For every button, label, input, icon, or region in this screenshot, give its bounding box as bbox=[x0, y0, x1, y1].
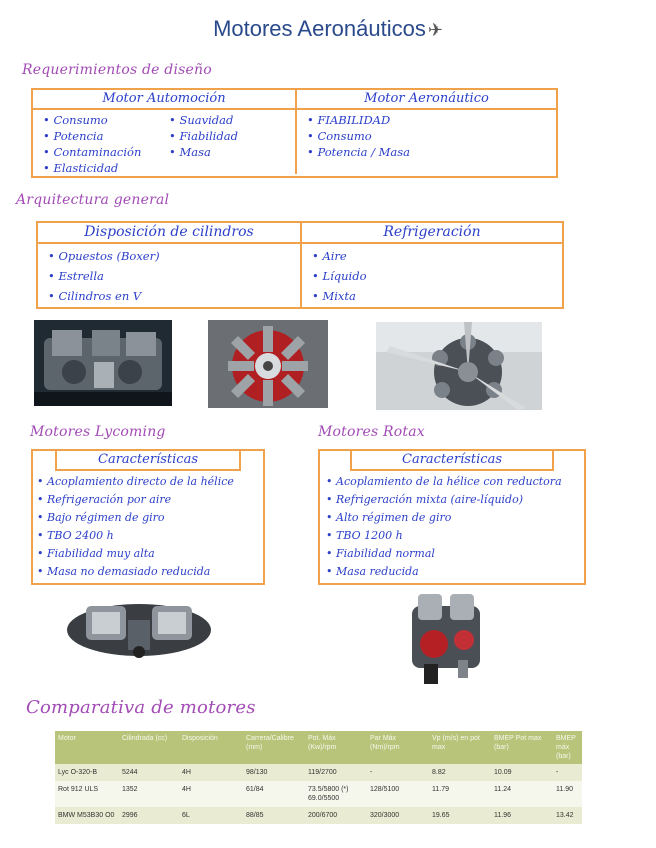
list-item: • Estrella bbox=[48, 266, 294, 286]
cooling-col bbox=[300, 244, 562, 308]
table-cell: 200/6700 bbox=[305, 807, 367, 824]
airplane-icon: ✈ bbox=[427, 20, 443, 40]
table-cell: 4H bbox=[179, 781, 243, 807]
list-item: • Mixta bbox=[312, 286, 556, 306]
rotax-box bbox=[318, 449, 586, 585]
table-cell: 6L bbox=[179, 807, 243, 824]
list-item: • Bajo régimen de giro bbox=[37, 509, 259, 527]
page-title bbox=[0, 16, 656, 42]
table-cell: Lyc O-320-B bbox=[55, 764, 119, 781]
list-item: • Elasticidad bbox=[43, 160, 169, 176]
architecture-heading: Arquitectura general bbox=[16, 192, 170, 208]
requirements-heading: Requerimientos de diseño bbox=[22, 62, 212, 78]
cylinders-header: Disposición de cilindros bbox=[84, 224, 254, 240]
table-cell: 119/2700 bbox=[305, 764, 367, 781]
list-item: • Refrigeración mixta (aire-líquido) bbox=[326, 491, 580, 509]
list-item: • Potencia / Masa bbox=[307, 144, 550, 160]
automotive-header: Motor Automoción bbox=[102, 91, 226, 106]
table-header: Carrera/Calibre (mm) bbox=[243, 731, 305, 764]
aero-list bbox=[297, 110, 556, 162]
table-header-row bbox=[55, 731, 582, 764]
list-item: • Masa no demasiado reducida bbox=[37, 563, 259, 581]
cylinders-col bbox=[38, 244, 300, 308]
table-cell: 320/3000 bbox=[367, 807, 429, 824]
list-item: • Opuestos (Boxer) bbox=[48, 246, 294, 266]
table-cell: 19.65 bbox=[429, 807, 491, 824]
radial-engine-photo bbox=[208, 320, 328, 408]
table-cell: 11.90 bbox=[553, 781, 582, 807]
table-cell: 1352 bbox=[119, 781, 179, 807]
list-item: • FIABILIDAD bbox=[307, 112, 550, 128]
table-cell: 4H bbox=[179, 764, 243, 781]
table-header: Motor bbox=[55, 731, 119, 764]
rotax-engine-photo bbox=[404, 588, 488, 688]
list-item: • Aire bbox=[312, 246, 556, 266]
lycoming-list bbox=[33, 471, 263, 583]
table-cell: - bbox=[553, 764, 582, 781]
lycoming-heading: Motores Lycoming bbox=[30, 424, 166, 440]
table-cell: 11.24 bbox=[491, 781, 553, 807]
cylinders-list bbox=[38, 244, 300, 308]
comparison-table bbox=[55, 731, 582, 824]
list-item: • Cilindros en V bbox=[48, 286, 294, 306]
table-header: Cilindrada (cc) bbox=[119, 731, 179, 764]
table-cell: Rot 912 ULS bbox=[55, 781, 119, 807]
table-header: Disposición bbox=[179, 731, 243, 764]
lycoming-engine-photo bbox=[64, 596, 214, 660]
lycoming-box bbox=[31, 449, 265, 585]
table-row bbox=[55, 764, 582, 781]
comparison-heading: Comparativa de motores bbox=[26, 697, 256, 718]
automotive-list-b bbox=[169, 112, 295, 176]
list-item: • Suavidad bbox=[169, 112, 295, 128]
requirements-box bbox=[31, 88, 558, 178]
table-cell: 88/85 bbox=[243, 807, 305, 824]
list-item: • Fiabilidad bbox=[169, 128, 295, 144]
rotax-list bbox=[320, 471, 584, 583]
list-item: • Fiabilidad normal bbox=[326, 545, 580, 563]
list-item: • Consumo bbox=[43, 112, 169, 128]
aero-col bbox=[295, 110, 556, 174]
architecture-box bbox=[36, 221, 564, 309]
table-cell: 11.79 bbox=[429, 781, 491, 807]
list-item: • Contaminación bbox=[43, 144, 169, 160]
list-item: • Masa bbox=[169, 144, 295, 160]
list-item: • Consumo bbox=[307, 128, 550, 144]
table-header: BMEP Pot max (bar) bbox=[491, 731, 553, 764]
table-header: BMEP máx (bar) bbox=[553, 731, 582, 764]
rotax-heading: Motores Rotax bbox=[318, 424, 425, 440]
table-cell: 73.5/5800 (*) 69.0/5500 bbox=[305, 781, 367, 807]
table-cell: 11.96 bbox=[491, 807, 553, 824]
list-item: • Masa reducida bbox=[326, 563, 580, 581]
boxer-engine-photo bbox=[34, 320, 172, 406]
list-item: • Potencia bbox=[43, 128, 169, 144]
propeller-engine-photo bbox=[376, 322, 542, 410]
list-item: • Refrigeración por aire bbox=[37, 491, 259, 509]
list-item: • TBO 1200 h bbox=[326, 527, 580, 545]
list-item: • TBO 2400 h bbox=[37, 527, 259, 545]
aero-header: Motor Aeronáutico bbox=[295, 90, 556, 108]
cooling-header: Refrigeración bbox=[300, 223, 562, 242]
table-cell: 128/5100 bbox=[367, 781, 429, 807]
list-item: • Acoplamiento directo de la hélice bbox=[37, 473, 259, 491]
table-row bbox=[55, 807, 582, 824]
list-item: • Líquido bbox=[312, 266, 556, 286]
automotive-col bbox=[33, 110, 295, 174]
table-cell: 8.82 bbox=[429, 764, 491, 781]
title-text: Motores Aeronáuticos bbox=[213, 16, 426, 41]
table-cell: 5244 bbox=[119, 764, 179, 781]
table-header: Par Máx (Nm)/rpm bbox=[367, 731, 429, 764]
table-header: Vp (m/s) en pot max bbox=[429, 731, 491, 764]
table-row bbox=[55, 781, 582, 807]
table-cell: 2996 bbox=[119, 807, 179, 824]
table-cell: BMW M53B30 O0 bbox=[55, 807, 119, 824]
rotax-header: Características bbox=[402, 452, 502, 467]
table-cell: 61/84 bbox=[243, 781, 305, 807]
table-cell: - bbox=[367, 764, 429, 781]
cooling-list bbox=[302, 244, 562, 308]
table-cell: 13.42 bbox=[553, 807, 582, 824]
table-header: Pot. Máx (Kw)/rpm bbox=[305, 731, 367, 764]
list-item: • Acoplamiento de la hélice con reductora bbox=[326, 473, 580, 491]
automotive-list-a bbox=[43, 112, 169, 176]
list-item: • Fiabilidad muy alta bbox=[37, 545, 259, 563]
table-cell: 10.09 bbox=[491, 764, 553, 781]
table-cell: 98/130 bbox=[243, 764, 305, 781]
list-item: • Alto régimen de giro bbox=[326, 509, 580, 527]
lycoming-header: Características bbox=[98, 452, 198, 467]
